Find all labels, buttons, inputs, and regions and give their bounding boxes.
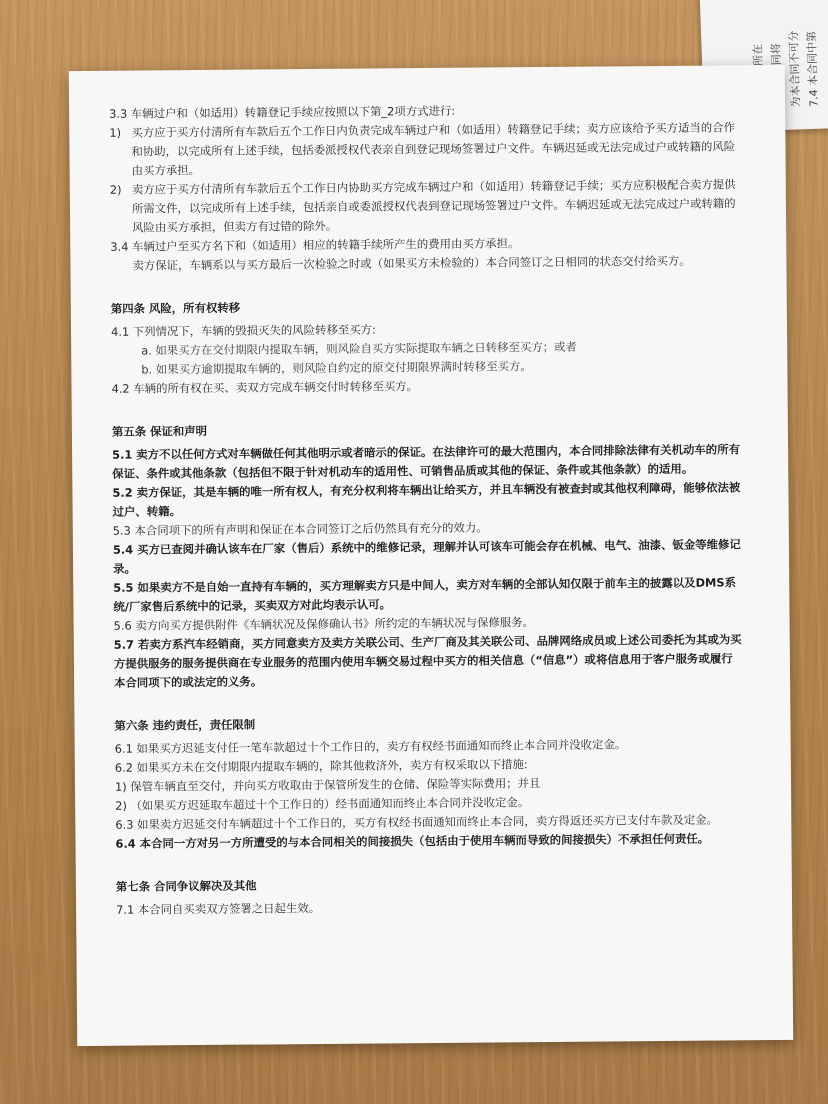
clause-3-4-guarantee: 卖方保证，车辆系以与买方最后一次检验之时或（如果买方未检验的）本合同签订之日相同的状态交付给买方。 xyxy=(132,253,691,273)
corner-line: 7.4 本合同中第 xyxy=(805,30,821,108)
clause-4-1: 4.1 下列情况下，车辆的毁损灭失的风险转移至买方: xyxy=(110,322,376,339)
clause-5-5: 5.5 如果卖方不是自始一直持有车辆的，买方理解卖方只是中间人，卖方对车辆的全部认知仅限于前车主的披露以及DMS系统/厂家售后系统中的记录，买卖双方对此均表示认可。 xyxy=(113,575,736,614)
clause-7-1: 7.1 本合同自买卖双方签署之日起生效。 xyxy=(116,900,321,917)
clause-6-2-item-2: 2) （如果买方迟延取车超过十个工作日的）经书面通知而终止本合同并没收定金。 xyxy=(115,795,530,813)
clause-6-2-item-1: 1) 保管车辆直至交付，并向买方收取由于保管所发生的仓储、保险等实际费用；并且 xyxy=(114,776,541,794)
clause-5-3: 5.3 本合同项下的所有声明和保证在本合同签订之后仍然具有充分的效力。 xyxy=(112,520,488,538)
clause-4-2: 4.2 车辆的所有权在买、卖双方完成车辆交付时转移至买方。 xyxy=(111,379,419,396)
article-5-title: 第五条 保证和声明 xyxy=(111,423,208,439)
clause-6-1: 6.1 如果买方迟延支付任一笔车款超过十个工作日的，卖方有权经书面通知而终止本合同并没收定金。 xyxy=(114,737,627,756)
item-text: 买方应于买方付清所有车款后五个工作日内负责完成车辆过户和（如适用）转籍登记手续；卖方应该给予买方适当的合作和协助，以完成所有上述手续，包括委派授权代表亲自到登记现场签署过户文件。车辆迟延或无法完成过户或转籍的风险由买方承担。 xyxy=(131,120,736,178)
article-7-title: 第七条 合同争议解决及其他 xyxy=(115,878,257,894)
clause-4-1-b: b. 如果买方逾期提取车辆的，则风险自约定的原交付期限界满时转移至买方。 xyxy=(141,359,532,377)
item-number: 2) xyxy=(109,182,122,197)
article-6-title: 第六条 违约责任，责任限制 xyxy=(114,717,256,733)
item-number: 1) xyxy=(109,125,122,140)
clause-3-3: 3.3 车辆过户和（如适用）转籍登记手续应按照以下第_2项方式进行: xyxy=(109,103,456,121)
clause-5-4: 5.4 买方已查阅并确认该车在厂家（售后）系统中的维修记录，理解并认可该车可能会存在机械、电气、油漆、钣金等维修记录。 xyxy=(112,537,741,576)
clause-6-4: 6.4 本合同一方对另一方所遭受的与本合同相关的间接损失（包括由于使用车辆而导致的间接损失）不承担任何责任。 xyxy=(115,831,710,851)
corner-line: 为本合同不可分 xyxy=(786,30,803,108)
contract-page xyxy=(69,65,793,1046)
clause-3-3-item-1 xyxy=(109,118,739,180)
clause-6-2: 6.2 如果买方未在交付期限内提取车辆的，除其他救济外，卖方有权采取以下措施: xyxy=(114,757,528,775)
clause-5-7: 5.7 若卖方系汽车经销商，买方同意卖方及卖方关联公司、生产厂商及其关联公司、品牌网络成员或上述公司委托为其或为买方提供服务的服务提供商在专业服务的范围内使用车辆交易过程中买方的相关信息（“信息”）或将信息用于客户服务或履行本合同项下的或法定的义务。 xyxy=(113,632,742,690)
clause-3-3-item-2 xyxy=(110,175,740,237)
clause-6-3: 6.3 如果卖方迟延交付车辆超过十个工作日的，买方有权经书面通知而终止本合同，卖方得返还买方已支付车款及定金。 xyxy=(115,812,719,832)
clause-4-1-a: a. 如果买方在交付期限内提取车辆，则风险自买方实际提取车辆之日转移至买方；或者 xyxy=(141,339,577,358)
clause-5-6: 5.6 卖方向买方提供附件《车辆状况及保修确认书》所约定的车辆状况与保修服务。 xyxy=(113,615,535,633)
clause-5-2: 5.2 卖方保证，其是车辆的唯一所有权人，有充分权利将车辆出让给买方，并且车辆没有被查封或其他权利障碍，能够依法被过户、转籍。 xyxy=(112,480,741,519)
clause-5-1: 5.1 卖方不以任何方式对车辆做任何其他明示或者暗示的保证。在法律许可的最大范围内，本合同排除法律有关机动车的所有保证、条件或其他条款（包括但不限于针对机动车的适用性、可销售品质或其他的保证、条件或其他条款）的适用。 xyxy=(112,442,741,481)
article-4-title: 第四条 风险，所有权转移 xyxy=(110,300,241,316)
item-text: 卖方应于买方付清所有车款后五个工作日内协助买方完成车辆过户和（如适用）转籍登记手续；买方应积极配合卖方提供所需文件，以完成所有上述手续，包括亲自或委派授权代表到登记现场签署过户文件。车辆迟延或无法完成过户或转籍的风险由买方承担，但卖方有过错的除外。 xyxy=(131,177,736,235)
clause-3-4: 3.4 车辆过户至买方名下和（如适用）相应的转籍手续所产生的费用由买方承担。 xyxy=(110,236,520,254)
